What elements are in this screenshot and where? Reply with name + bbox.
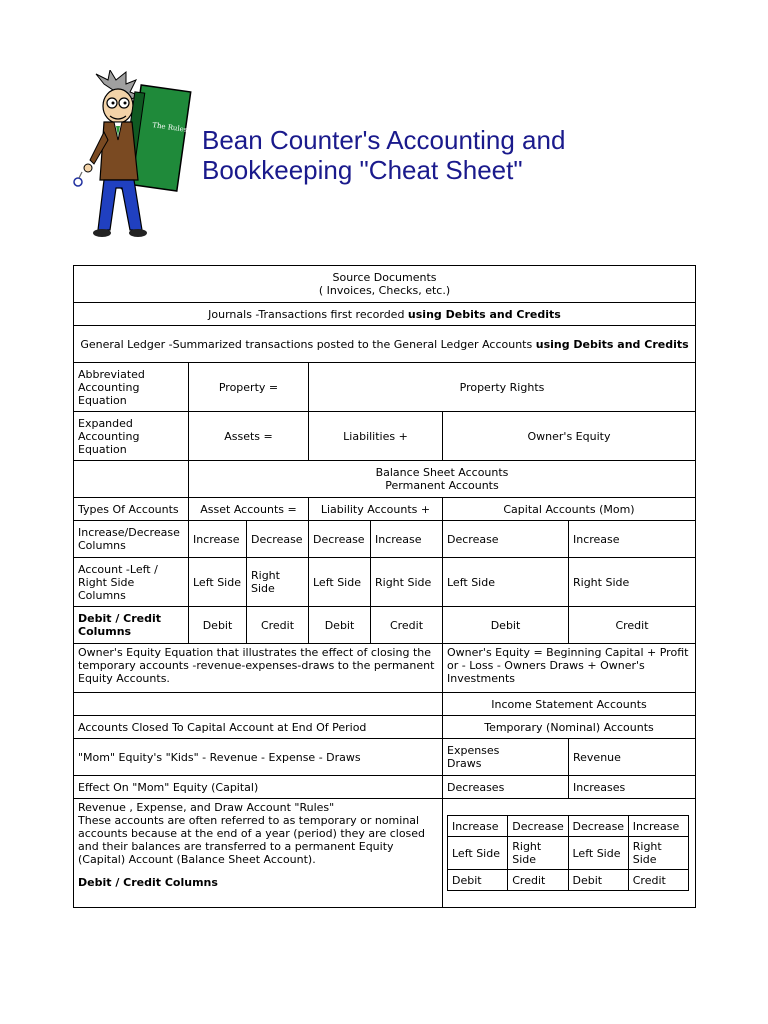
row-balance-sheet [74,461,696,498]
rules-debitcredit-label: Debit / Credit Columns [78,876,218,889]
capital-credit: Credit [569,607,696,644]
row-types-of-accounts [74,498,696,521]
asset-decrease: Decrease [247,521,309,558]
page-header [70,70,710,250]
source-documents-cell [74,266,696,303]
rules-inner-cell [443,799,696,908]
row-journals [74,303,696,326]
asset-accounts-cell: Asset Accounts = [189,498,309,521]
closed-label: Accounts Closed To Capital Account at End Of Period [74,716,443,739]
revenue-cell: Revenue [569,739,696,776]
asset-debit: Debit [189,607,247,644]
rules-cell [74,799,443,908]
revenue-credit: Credit [628,870,688,891]
row-income-statement [74,693,696,716]
journals-cell [74,303,696,326]
income-statement-cell: Income Statement Accounts [443,693,696,716]
row-effect [74,776,696,799]
capital-debit: Debit [443,607,569,644]
liability-credit: Credit [371,607,443,644]
balance-sheet-accounts-label: Balance Sheet Accounts [375,466,509,479]
rules-title: Revenue , Expense, and Draw Account "Rules" [78,801,335,814]
revenue-left-side: Left Side [568,837,628,870]
spacer [78,866,438,876]
row-closing-equation [74,644,696,693]
title-line-1: Bean Counter's Accounting and [202,125,566,155]
incdec-label: Increase/Decrease Columns [74,521,189,558]
draws-label: Draws [447,757,482,770]
equity-equation-cell: Owner's Equity = Beginning Capital + Profit or - Loss - Owners Draws + Owner's Investments [443,644,696,693]
row-kids [74,739,696,776]
revenue-decrease: Decrease [568,816,628,837]
empty-cell [74,461,189,498]
asset-left-side: Left Side [189,558,247,607]
row-general-ledger [74,326,696,363]
cheat-sheet-table [73,265,696,908]
leftright-label: Account -Left / Right Side Columns [74,558,189,607]
expenses-draws-cell [443,739,569,776]
expense-credit: Credit [508,870,568,891]
assets-cell: Assets = [189,412,309,461]
row-increase-decrease [74,521,696,558]
capital-accounts-cell: Capital Accounts (Mom) [443,498,696,521]
inner-row-debitcredit [448,870,689,891]
empty-cell [74,693,443,716]
capital-increase: Increase [569,521,696,558]
capital-right-side: Right Side [569,558,696,607]
row-expanded-equation [74,412,696,461]
expense-debit: Debit [448,870,508,891]
row-abbreviated-equation [74,363,696,412]
expenses-label: Expenses [447,744,500,757]
asset-right-side: Right Side [247,558,309,607]
closing-text-cell: Owner's Equity Equation that illustrates the effect of closing the temporary accounts -revenue-expenses-draws to the permanent Equity Accounts. [74,644,443,693]
kids-label: "Mom" Equity's "Kids" - Revenue - Expense - Draws [74,739,443,776]
types-label: Types Of Accounts [74,498,189,521]
general-ledger-cell [74,326,696,363]
capital-decrease: Decrease [443,521,569,558]
temporary-accounts-cell: Temporary (Nominal) Accounts [443,716,696,739]
row-accounts-closed [74,716,696,739]
page-title [202,125,565,185]
expanded-equation-label: Expanded Accounting Equation [74,412,189,461]
liability-increase: Increase [371,521,443,558]
property-rights-cell: Property Rights [309,363,696,412]
revenue-increase: Increase [628,816,688,837]
effect-label: Effect On "Mom" Equity (Capital) [74,776,443,799]
row-source-documents [74,266,696,303]
liability-accounts-cell: Liability Accounts + [309,498,443,521]
asset-credit: Credit [247,607,309,644]
expense-increase: Increase [448,816,508,837]
row-rules [74,799,696,908]
source-documents-examples: ( Invoices, Checks, etc.) [318,284,451,297]
property-cell: Property = [189,363,309,412]
abbreviated-equation-label: Abbreviated Accounting Equation [74,363,189,412]
expense-decrease: Decrease [508,816,568,837]
capital-left-side: Left Side [443,558,569,607]
expense-right-side: Right Side [508,837,568,870]
source-documents-label: Source Documents [332,271,437,284]
owners-equity-cell: Owner's Equity [443,412,696,461]
balance-sheet-cell [189,461,696,498]
row-debit-credit [74,607,696,644]
inner-row-sides [448,837,689,870]
revenue-right-side: Right Side [628,837,688,870]
ledger-text: General Ledger -Summarized transactions posted to the General Ledger Accounts [80,337,536,351]
liability-left-side: Left Side [309,558,371,607]
journals-text: Journals -Transactions first recorded [208,307,408,321]
revenue-debit: Debit [568,870,628,891]
journals-bold: using Debits and Credits [407,307,561,321]
liability-debit: Debit [309,607,371,644]
ledger-bold: using Debits and Credits [535,337,689,351]
increases-cell: Increases [569,776,696,799]
rules-inner-table [447,815,689,891]
title-line-2: Bookkeeping "Cheat Sheet" [202,155,523,185]
row-left-right [74,558,696,607]
debitcredit-label: Debit / Credit Columns [74,607,189,644]
decreases-cell: Decreases [443,776,569,799]
asset-increase: Increase [189,521,247,558]
liability-decrease: Decrease [309,521,371,558]
book-label: The Rules [151,121,188,134]
professor-holding-rules-book-icon [70,70,195,242]
liabilities-cell: Liabilities + [309,412,443,461]
expense-left-side: Left Side [448,837,508,870]
inner-row-incdec [448,816,689,837]
rules-text: These accounts are often referred to as temporary or nominal accounts because at the end of a year (period) they are closed and their balances are transferred to a permanent Equity (Capital) Account (Balance Sheet Account). [78,814,426,866]
liability-right-side: Right Side [371,558,443,607]
permanent-accounts-label: Permanent Accounts [385,479,499,492]
